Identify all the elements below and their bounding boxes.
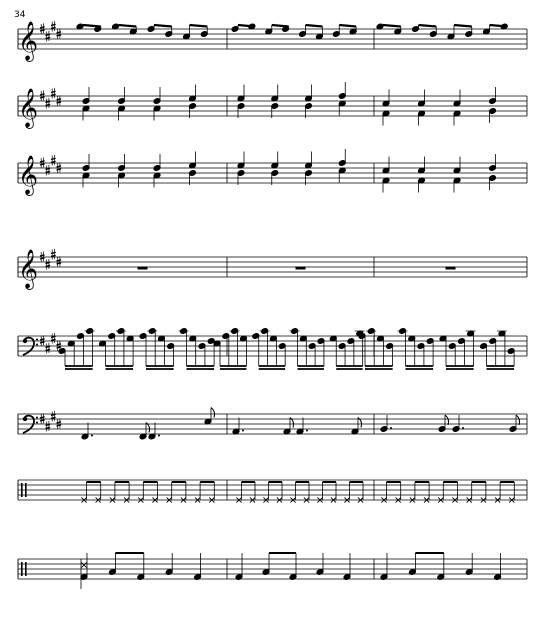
bass-clef-dot xyxy=(23,417,27,421)
sharp-accidental xyxy=(57,169,62,170)
treble-clef: 𝄞 xyxy=(18,155,39,195)
sharp-accidental xyxy=(46,34,51,35)
sharp-accidental xyxy=(40,420,45,421)
percussion-clef xyxy=(21,562,23,576)
sharp-accidental xyxy=(40,161,45,162)
augmentation-dot xyxy=(158,435,160,437)
beam xyxy=(490,25,508,27)
sharp-accidental xyxy=(46,104,51,105)
whole-rest xyxy=(446,267,456,270)
sharp-accidental xyxy=(51,158,56,159)
sharp-accidental xyxy=(40,97,45,98)
augmentation-dot xyxy=(462,427,464,429)
sharp-accidental xyxy=(57,166,62,167)
augmentation-dot xyxy=(306,430,308,432)
sharp-accidental xyxy=(51,336,56,337)
percussion-clef xyxy=(25,483,27,497)
sharp-accidental xyxy=(40,258,45,259)
sharp-accidental xyxy=(57,347,62,348)
beam xyxy=(190,25,208,27)
beam xyxy=(454,25,472,27)
percussion-clef xyxy=(21,483,23,497)
bass-clef-dot xyxy=(36,344,38,346)
treble-clef: 𝄞 xyxy=(18,249,39,289)
sharp-accidental xyxy=(46,262,51,263)
sharp-accidental xyxy=(57,425,62,426)
sharp-accidental xyxy=(51,252,56,253)
sharp-accidental xyxy=(51,27,56,28)
sharp-accidental xyxy=(46,101,51,102)
sharp-accidental xyxy=(46,171,51,172)
augmentation-dot xyxy=(242,430,244,432)
measure-number: 34 xyxy=(14,10,26,20)
sharp-accidental xyxy=(57,32,62,33)
augmentation-dot xyxy=(390,427,392,429)
bass-clef-dot xyxy=(36,339,38,341)
note-flag xyxy=(445,415,449,425)
sharp-accidental xyxy=(51,414,56,415)
bass-clef-dot xyxy=(36,417,38,419)
sharp-accidental xyxy=(40,342,45,343)
sharp-accidental xyxy=(40,30,45,31)
sharp-accidental xyxy=(57,260,62,261)
sharp-accidental xyxy=(40,417,45,418)
sharp-accidental xyxy=(57,344,62,345)
beam xyxy=(339,25,356,27)
sharp-accidental xyxy=(57,102,62,103)
sharp-accidental xyxy=(46,265,51,266)
sharp-accidental xyxy=(51,94,56,95)
sharp-accidental xyxy=(40,94,45,95)
sharp-accidental xyxy=(40,255,45,256)
bass-clef-dot xyxy=(36,422,38,424)
sharp-accidental xyxy=(51,161,56,162)
sharp-accidental xyxy=(51,417,56,418)
whole-rest xyxy=(138,267,148,270)
sharp-accidental xyxy=(57,263,62,264)
beam xyxy=(419,25,437,27)
augmentation-dot xyxy=(91,435,93,437)
treble-clef: 𝄞 xyxy=(18,21,39,61)
treble-clef: 𝄞 xyxy=(18,88,39,128)
note-flag xyxy=(211,408,215,418)
sharp-accidental xyxy=(46,37,51,38)
beam xyxy=(306,25,323,27)
beam xyxy=(238,25,255,27)
note-flag xyxy=(516,415,520,425)
beam xyxy=(154,25,172,27)
sharp-accidental xyxy=(40,164,45,165)
sharp-accidental xyxy=(51,91,56,92)
bass-clef-dot xyxy=(23,339,27,343)
sharp-accidental xyxy=(57,422,62,423)
whole-rest xyxy=(296,267,306,270)
sharp-accidental xyxy=(51,339,56,340)
sharp-accidental xyxy=(51,24,56,25)
sharp-accidental xyxy=(57,35,62,36)
sharp-accidental xyxy=(57,99,62,100)
beam xyxy=(272,25,289,27)
sharp-accidental xyxy=(46,424,51,425)
sharp-accidental xyxy=(46,349,51,350)
sharp-accidental xyxy=(46,168,51,169)
beam xyxy=(383,25,401,27)
sharp-accidental xyxy=(40,339,45,340)
percussion-clef xyxy=(25,562,27,576)
sharp-accidental xyxy=(51,255,56,256)
beam xyxy=(83,25,101,27)
beam xyxy=(119,25,137,27)
sharp-accidental xyxy=(40,27,45,28)
sharp-accidental xyxy=(46,346,51,347)
sharp-accidental xyxy=(46,427,51,428)
